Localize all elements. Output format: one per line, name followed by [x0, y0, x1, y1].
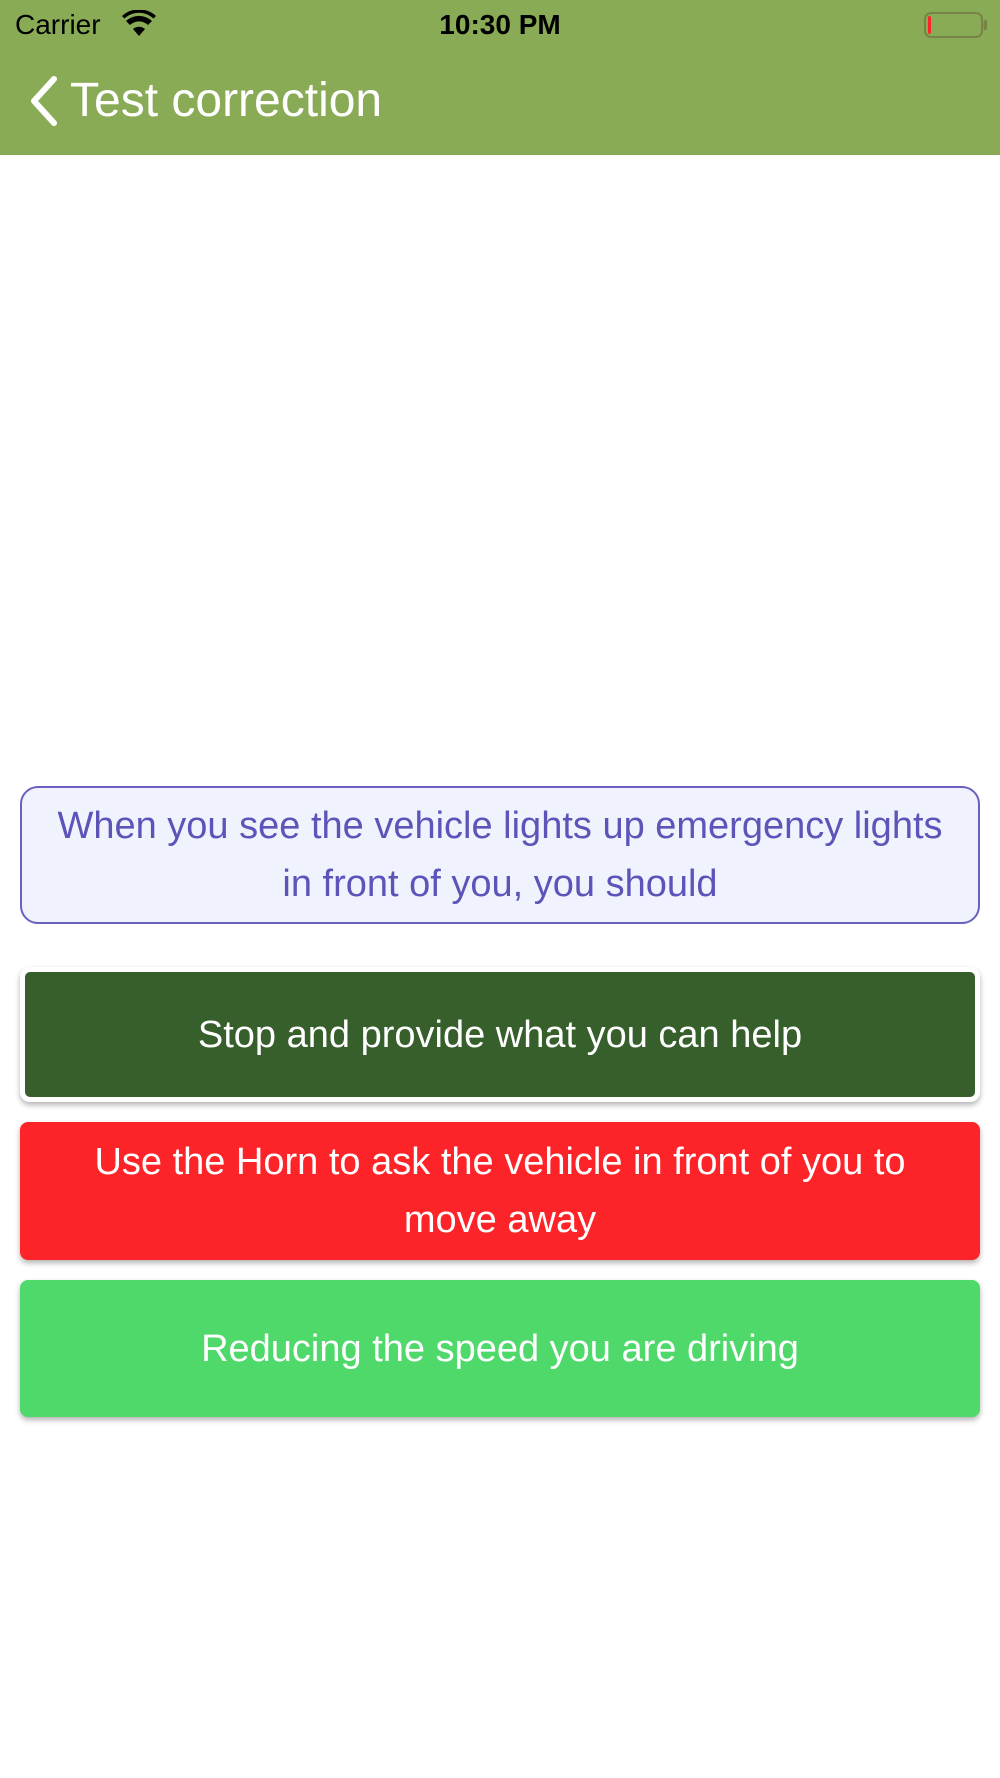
status-time: 10:30 PM [439, 9, 561, 40]
page-title: Test correction [70, 74, 383, 127]
answer-option-correct[interactable] [20, 1280, 980, 1417]
navigation-bar [0, 50, 1000, 155]
carrier-label: Carrier [15, 9, 101, 40]
back-button[interactable] [26, 66, 382, 136]
question-text: When you see the vehicle lights up emergency lights in front of you, you should [57, 805, 943, 905]
answer-text: Stop and provide what you can help [197, 1013, 803, 1056]
top-bar [0, 0, 1000, 155]
status-bar [0, 0, 1000, 50]
question-card [20, 786, 980, 924]
chevron-left-icon [26, 73, 62, 129]
answer-option-incorrect[interactable] [20, 1122, 980, 1260]
battery-low-icon [924, 12, 988, 38]
answer-option-selected[interactable] [20, 967, 980, 1102]
answer-text: Reducing the speed you are driving [201, 1327, 799, 1370]
answer-text: Use the Horn to ask the vehicle in front of you to move away [94, 1141, 906, 1241]
